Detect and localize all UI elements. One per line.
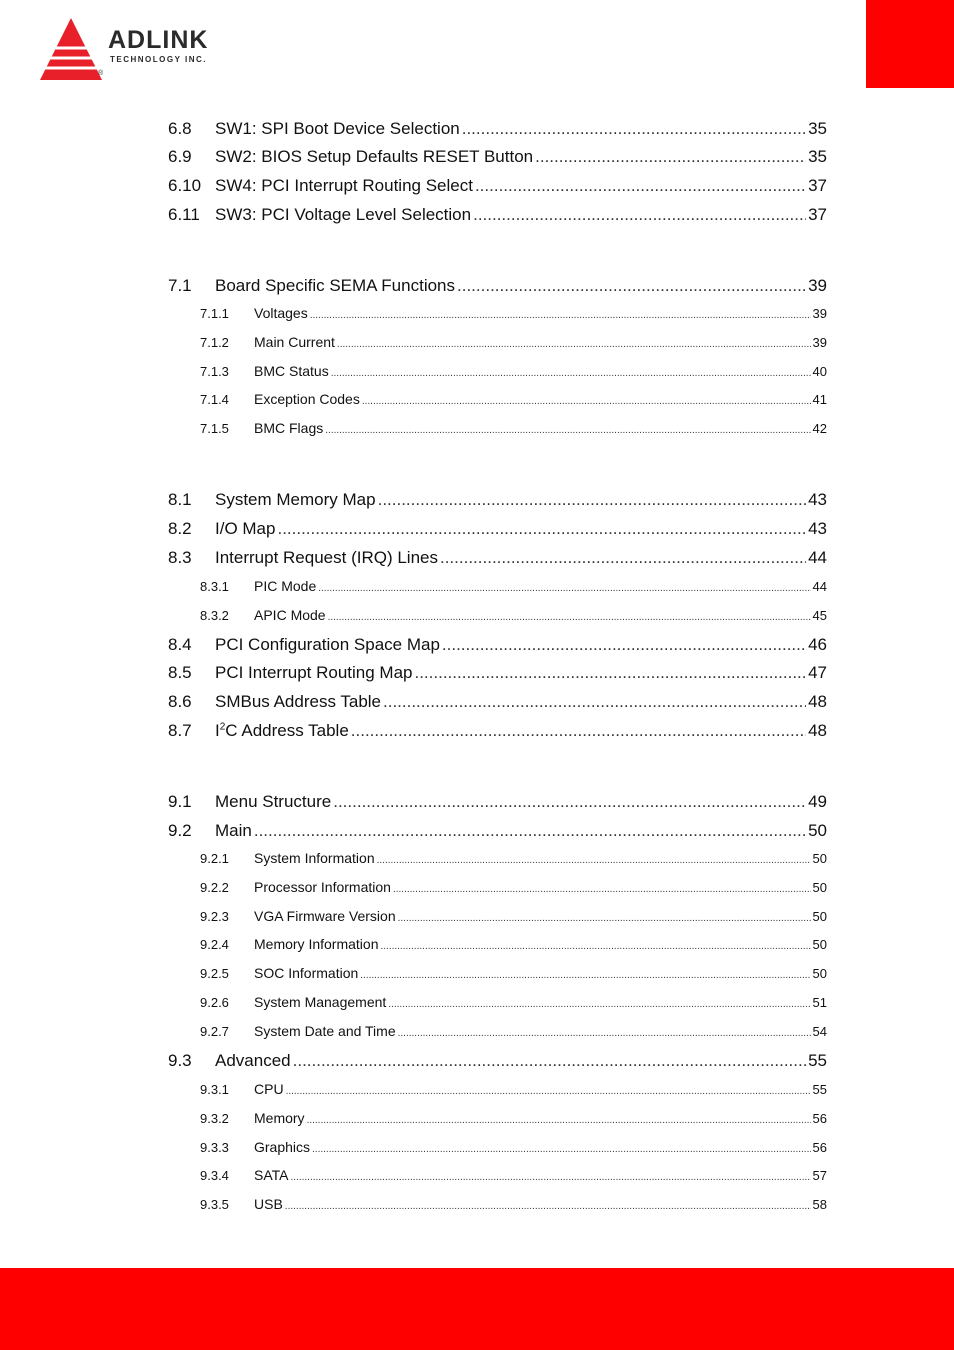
toc-entry-page: 46 xyxy=(808,635,827,654)
toc-entry[interactable] xyxy=(168,275,827,297)
toc-entry-leader xyxy=(475,175,806,197)
toc-entry-page: 48 xyxy=(808,721,827,740)
toc-entry-leader xyxy=(291,1169,811,1187)
toc-entry[interactable] xyxy=(168,1109,827,1127)
toc-entry-page: 50 xyxy=(812,966,827,981)
toc-entry-title: SATA xyxy=(254,1167,289,1183)
toc-entry-leader xyxy=(378,489,806,511)
toc-entry-number: 8.3.1 xyxy=(200,579,229,594)
toc-entry-page: 48 xyxy=(808,692,827,711)
toc-entry[interactable] xyxy=(168,1166,827,1184)
toc-entry[interactable] xyxy=(168,1138,827,1156)
toc-entry-title-text: C Address Table xyxy=(225,721,349,740)
toc-entry-leader xyxy=(360,967,810,985)
toc-entry-title: CPU xyxy=(254,1081,284,1097)
toc-entry-title: PCI Interrupt Routing Map xyxy=(215,663,413,682)
toc-entry-leader xyxy=(293,1050,806,1072)
toc-entry[interactable] xyxy=(168,634,827,656)
toc-entry-page: 51 xyxy=(812,995,827,1010)
toc-entry-number: 9.2.2 xyxy=(200,880,229,895)
toc-entry-number: 9.1 xyxy=(168,792,192,811)
toc-entry-title: VGA Firmware Version xyxy=(254,908,396,924)
toc-entry-title-superscript: 2 xyxy=(219,721,226,733)
toc-entry-number: 8.5 xyxy=(168,663,192,682)
toc-entry-number: 9.2.7 xyxy=(200,1024,229,1039)
toc-entry-number: 9.3.2 xyxy=(200,1111,229,1126)
toc-entry[interactable] xyxy=(168,390,827,408)
toc-entry[interactable] xyxy=(168,791,827,813)
toc-entry[interactable] xyxy=(168,935,827,953)
toc-entry-leader xyxy=(377,852,811,870)
page-corner-tab xyxy=(866,0,954,88)
brand-name: ADLINK xyxy=(108,26,209,54)
toc-entry-number: 7.1.2 xyxy=(200,335,229,350)
toc-entry-page: 37 xyxy=(808,176,827,195)
toc-entry-number: 8.1 xyxy=(168,490,192,509)
toc-entry-page: 39 xyxy=(808,276,827,295)
toc-entry-number: 9.2 xyxy=(168,821,192,840)
toc-entry-title: PCI Configuration Space Map xyxy=(215,635,440,654)
toc-entry-title: System Management xyxy=(254,994,387,1010)
toc-entry-number: 9.3.1 xyxy=(200,1082,229,1097)
toc-entry[interactable] xyxy=(168,1022,827,1040)
toc-entry[interactable] xyxy=(168,146,827,168)
toc-entry-leader xyxy=(285,1198,811,1216)
toc-entry-leader xyxy=(388,996,810,1014)
toc-entry-page: 50 xyxy=(808,821,827,840)
toc-entry[interactable] xyxy=(168,1195,827,1213)
toc-entry-number: 6.8 xyxy=(168,119,192,138)
toc-entry-page: 49 xyxy=(808,792,827,811)
toc-entry-leader xyxy=(535,146,806,168)
toc-entry-leader xyxy=(333,791,806,813)
toc-entry-number: 8.6 xyxy=(168,692,192,711)
toc-entry[interactable] xyxy=(168,1050,827,1072)
toc-entry[interactable] xyxy=(168,820,827,842)
toc-entry-title-prefix: I xyxy=(215,721,220,740)
toc-entry-number: 7.1.5 xyxy=(200,421,229,436)
toc-entry-leader xyxy=(442,634,806,656)
toc-entry-title: System Date and Time xyxy=(254,1023,396,1039)
toc-entry-title: System Memory Map xyxy=(215,490,376,509)
toc-entry-leader xyxy=(440,547,806,569)
toc-entry-title: Main xyxy=(215,821,252,840)
toc-entry-page: 47 xyxy=(808,663,827,682)
toc-entry-number: 7.1.3 xyxy=(200,364,229,379)
toc-entry-number: 9.3.4 xyxy=(200,1168,229,1183)
toc-entry-number: 9.2.5 xyxy=(200,966,229,981)
toc-entry-page: 44 xyxy=(812,579,827,594)
toc-entry[interactable] xyxy=(168,1080,827,1098)
toc-entry-title: Advanced xyxy=(215,1051,291,1070)
toc-entry[interactable] xyxy=(168,964,827,982)
toc-entry-number: 9.3.5 xyxy=(200,1197,229,1212)
toc-entry-leader xyxy=(393,881,811,899)
toc-entry[interactable] xyxy=(168,547,827,569)
toc-entry[interactable] xyxy=(168,993,827,1011)
toc-entry-page: 55 xyxy=(808,1051,827,1070)
toc-entry-number: 8.2 xyxy=(168,519,192,538)
toc-entry-leader xyxy=(457,275,806,297)
toc-entry-page: 50 xyxy=(812,937,827,952)
toc-entry-page: 45 xyxy=(812,608,827,623)
toc-entry-title: USB xyxy=(254,1196,283,1212)
toc-entry-number: 8.4 xyxy=(168,635,192,654)
toc-entry-number: 6.10 xyxy=(168,176,202,195)
toc-entry-title: System Information xyxy=(254,850,375,866)
toc-entry[interactable] xyxy=(168,362,827,380)
toc-entry-title: Main Current xyxy=(254,334,335,350)
toc-entry-page: 56 xyxy=(812,1111,827,1126)
toc-entry-title: SW1: SPI Boot Device Selection xyxy=(215,119,460,138)
toc-entry-page: 57 xyxy=(812,1168,827,1183)
toc-entry-page: 43 xyxy=(808,519,827,538)
toc-entry-title: Interrupt Request (IRQ) Lines xyxy=(215,548,438,567)
toc-entry-leader xyxy=(328,609,811,627)
toc-entry[interactable] xyxy=(168,577,827,595)
toc-entry-title: APIC Mode xyxy=(254,607,326,623)
toc-entry-leader xyxy=(325,422,810,440)
toc-entry-number: 8.3.2 xyxy=(200,608,229,623)
toc-entry-title: SMBus Address Table xyxy=(215,692,381,711)
toc-entry-leader xyxy=(310,307,811,325)
toc-entry-page: 50 xyxy=(812,851,827,866)
brand-subtitle: TECHNOLOGY INC. xyxy=(110,55,208,64)
toc-entry-leader xyxy=(383,691,806,713)
toc-entry-number: 9.3 xyxy=(168,1051,192,1070)
toc-entry-number: 8.3 xyxy=(168,548,192,567)
toc-entry-title: Processor Information xyxy=(254,879,391,895)
toc-entry-title: BMC Flags xyxy=(254,420,324,436)
toc-entry[interactable] xyxy=(168,518,827,540)
toc-entry[interactable] xyxy=(168,204,827,226)
toc-entry[interactable] xyxy=(168,333,827,351)
toc-entry-leader xyxy=(414,662,806,684)
toc-entry-leader xyxy=(398,1025,811,1043)
toc-entry-title: SW3: PCI Voltage Level Selection xyxy=(215,205,472,224)
toc-entry-number: 6.11 xyxy=(168,205,200,224)
toc-entry[interactable] xyxy=(168,606,827,624)
toc-entry-page: 39 xyxy=(812,306,827,321)
toc-entry-leader xyxy=(307,1112,811,1130)
toc-entry-title: Board Specific SEMA Functions xyxy=(215,276,456,295)
toc-entry-page: 41 xyxy=(812,392,827,407)
toc-entry[interactable] xyxy=(168,304,827,322)
toc-entry-leader xyxy=(312,1141,811,1159)
toc-entry-title: BMC Status xyxy=(254,363,329,379)
toc-entry-page: 50 xyxy=(812,909,827,924)
toc-entry-leader xyxy=(331,365,811,383)
toc-entry-number: 9.2.3 xyxy=(200,909,229,924)
toc-entry-leader xyxy=(462,118,806,140)
toc-entry-title: PIC Mode xyxy=(254,578,317,594)
toc-entry-page: 44 xyxy=(808,548,827,567)
toc-entry[interactable] xyxy=(168,720,827,742)
toc-entry-title: Graphics xyxy=(254,1139,311,1155)
toc-entry-title: SW4: PCI Interrupt Routing Select xyxy=(215,176,473,195)
toc-entry-page: 35 xyxy=(808,119,827,138)
toc-entry[interactable] xyxy=(168,849,827,867)
toc-entry-number: 9.2.4 xyxy=(200,937,229,952)
toc-entry-title: Exception Codes xyxy=(254,391,360,407)
toc-entry-leader xyxy=(286,1083,811,1101)
toc-entry-number: 7.1 xyxy=(168,276,192,295)
toc-entry-number: 7.1.4 xyxy=(200,392,229,407)
toc-entry-title xyxy=(215,720,349,742)
toc-entry-page: 56 xyxy=(812,1140,827,1155)
toc-entry-leader xyxy=(473,204,806,226)
toc-entry-page: 35 xyxy=(808,147,827,166)
toc-entry-number: 7.1.1 xyxy=(200,306,229,321)
toc-entry-title: Menu Structure xyxy=(215,792,332,811)
toc-entry-number: 9.3.3 xyxy=(200,1140,229,1155)
toc-entry-title: I/O Map xyxy=(215,519,276,538)
toc-entry[interactable] xyxy=(168,691,827,713)
toc-entry[interactable] xyxy=(168,907,827,925)
toc-entry-page: 50 xyxy=(812,880,827,895)
toc-entry-page: 37 xyxy=(808,205,827,224)
toc-entry-number: 9.2.6 xyxy=(200,995,229,1010)
toc-entry-page: 42 xyxy=(812,421,827,436)
footer-bar xyxy=(0,1268,954,1350)
toc-entry-leader xyxy=(318,580,810,598)
toc-entry[interactable] xyxy=(168,118,827,140)
toc-entry[interactable] xyxy=(168,662,827,684)
toc-entry-leader xyxy=(362,393,811,411)
toc-entry-number: 8.7 xyxy=(168,721,192,740)
toc-entry[interactable] xyxy=(168,175,827,197)
toc-entry[interactable] xyxy=(168,489,827,511)
toc-entry[interactable] xyxy=(168,419,827,437)
toc-entry-page: 40 xyxy=(812,364,827,379)
toc-entry-page: 54 xyxy=(812,1024,827,1039)
toc-entry-leader xyxy=(351,720,806,742)
toc-entry-page: 58 xyxy=(812,1197,827,1212)
toc-entry-number: 9.2.1 xyxy=(200,851,229,866)
toc-entry-title: Voltages xyxy=(254,305,308,321)
toc-entry-page: 39 xyxy=(812,335,827,350)
toc-entry-title: Memory xyxy=(254,1110,305,1126)
toc-entry-leader xyxy=(337,336,811,354)
toc-entry-leader xyxy=(398,910,811,928)
toc-entry-leader xyxy=(254,820,806,842)
toc-entry[interactable] xyxy=(168,878,827,896)
toc-entry-title: SW2: BIOS Setup Defaults RESET Button xyxy=(215,147,534,166)
toc-entry-page: 43 xyxy=(808,490,827,509)
toc-entry-page: 55 xyxy=(812,1082,827,1097)
registered-mark: ® xyxy=(98,70,104,77)
toc-entry-leader xyxy=(277,518,806,540)
toc-entry-title: Memory Information xyxy=(254,936,379,952)
toc-entry-number: 6.9 xyxy=(168,147,192,166)
toc-entry-leader xyxy=(380,938,810,956)
toc-entry-title: SOC Information xyxy=(254,965,359,981)
